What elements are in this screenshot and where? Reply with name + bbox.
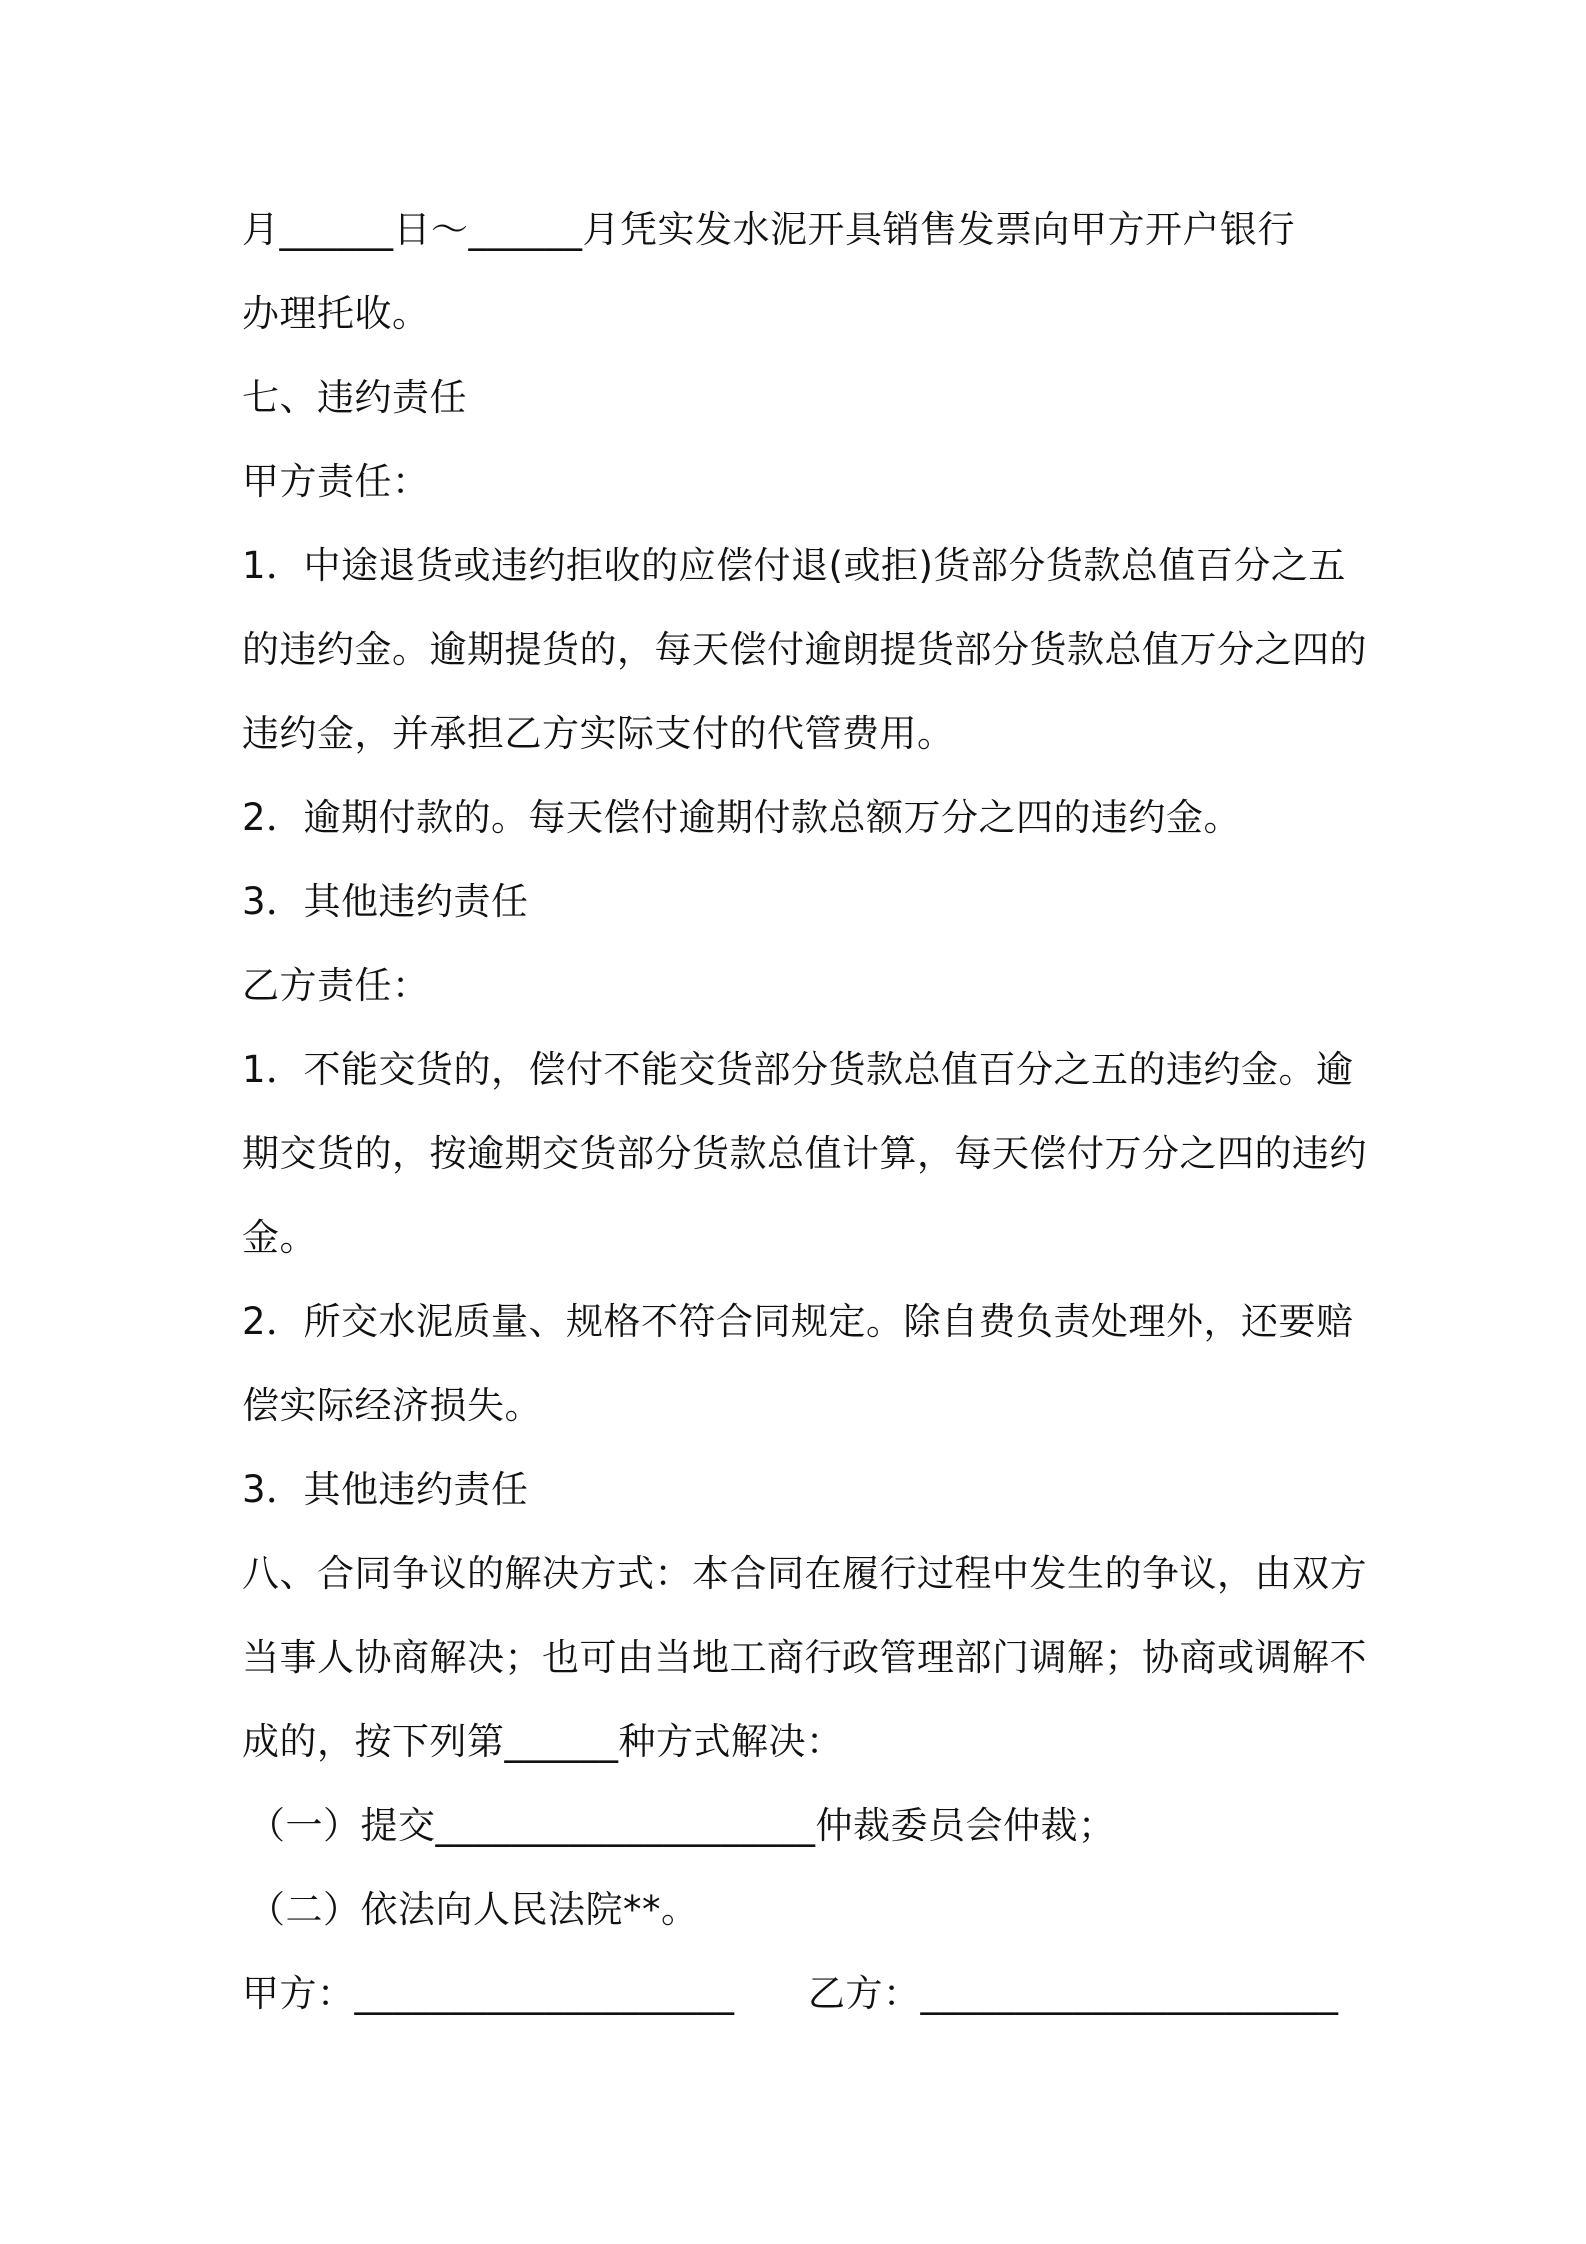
text-line: 金。 [242,1216,317,1259]
subheading: 甲方责任： [242,460,430,503]
text-line: 月______日～______月凭实发水泥开具销售发票向甲方开户银行 [242,208,1295,251]
party-a-signature: 甲方：____________________ [242,1972,735,2015]
text-line: 当事人协商解决；也可由当地工商行政管理部门调解；协商或调解不 [242,1636,1367,1679]
text-line: 1．不能交货的，偿付不能交货部分货款总值百分之五的违约金。逾 [242,1048,1354,1091]
text-line: 成的，按下列第______种方式解决： [242,1720,844,1763]
text-line: 2．逾期付款的。每天偿付逾期付款总额万分之四的违约金。 [242,796,1242,839]
text-line: 3．其他违约责任 [242,880,529,923]
text-line: （一）提交____________________仲裁委员会仲裁； [248,1804,1116,1847]
text-line: 办理托收。 [242,292,430,335]
subheading: 乙方责任： [242,964,430,1007]
text-line: （二）依法向人民法院**。 [248,1888,699,1931]
text-line: 2．所交水泥质量、规格不符合同规定。除自费负责处理外，还要赔 [242,1300,1354,1343]
section-heading: 八、合同争议的解决方式：本合同在履行过程中发生的争议，由双方 [242,1552,1367,1595]
text-line: 1．中途退货或违约拒收的应偿付退(或拒)货部分货款总值百分之五 [242,544,1346,587]
party-b-signature: 乙方：______________________ [808,1972,1339,2015]
text-line: 违约金，并承担乙方实际支付的代管费用。 [242,712,955,755]
section-heading: 七、违约责任 [242,376,467,419]
text-line: 期交货的，按逾期交货部分货款总值计算，每天偿付万分之四的违约 [242,1132,1367,1175]
text-line: 的违约金。逾期提货的，每天偿付逾朗提货部分货款总值万分之四的 [242,628,1367,671]
text-line: 3．其他违约责任 [242,1468,529,1511]
text-line: 偿实际经济损失。 [242,1384,542,1427]
